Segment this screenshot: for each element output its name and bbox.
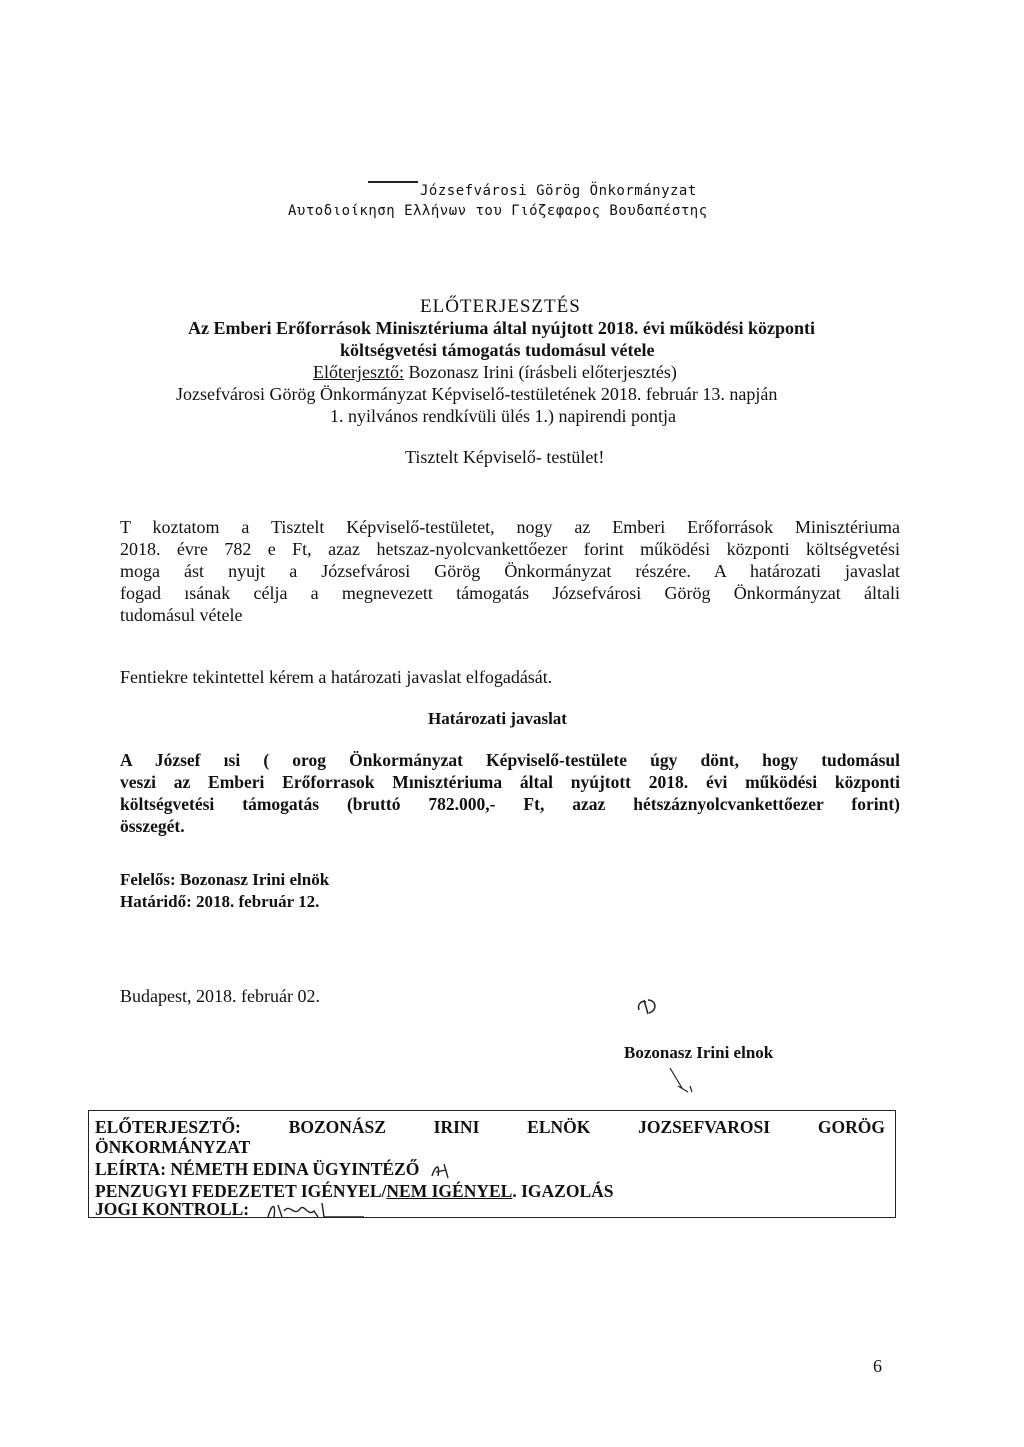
letterhead-hungarian: Józsefvárosi Görög Önkormányzat xyxy=(420,183,697,199)
footer-presenter-word: GORÖG xyxy=(817,1117,885,1137)
footer-presenter-label: ELŐTERJESZTŐ: xyxy=(95,1117,241,1137)
footer-presenter-row xyxy=(95,1117,885,1138)
legal-signature xyxy=(264,1201,374,1221)
resolution-line: összegét. xyxy=(120,816,185,836)
intro-line: 2018. évre 782 e Ft, azaz hetszaz-nyolcvankettőezer forint működési központi költségvetési xyxy=(120,539,900,559)
footer-drafted-by xyxy=(95,1159,452,1180)
responsible-line: Felelős: Bozonasz Irini elnök xyxy=(120,870,330,889)
intro-line: moga ást nyujt a Józsefvárosi Görög Önkormányzat részére. A határozati javaslat xyxy=(120,561,900,581)
footer-presenter-row2: ÖNKORMÁNYZAT xyxy=(95,1137,251,1157)
footer-presenter-word: JOZSEFVAROSI xyxy=(638,1117,771,1137)
signature-name: Bozonasz Irini elnok xyxy=(624,1043,774,1062)
footer-presenter-word: IRINI xyxy=(433,1117,480,1137)
letterhead-rule xyxy=(368,181,418,183)
date-place: Budapest, 2018. február 02. xyxy=(120,986,320,1006)
footer-presenter-word: BOZONÁSZ xyxy=(288,1117,386,1137)
resolution-line: költségvetési támogatás (bruttó 782.000,- Ft, azaz hétszáznyolcvankettőezer forint) xyxy=(120,794,900,814)
presenter-label: Előterjesztő: xyxy=(313,362,404,382)
resolution-text xyxy=(120,749,900,837)
letterhead-greek: Αυτοδιοίκηση Ελλήνων του Γιόζεφαρος Βουδαπέστης xyxy=(288,203,708,219)
intro-paragraph xyxy=(120,516,900,626)
footer-box xyxy=(88,1110,896,1218)
page-number: 6 xyxy=(873,1356,882,1376)
resolution-line: veszi az Emberi Erőforrasok Mınisztériuma által nyújtott 2018. évi működési központi xyxy=(120,772,900,792)
initials-mark xyxy=(430,1162,452,1180)
closing-request: Fentiekre tekintettel kérem a határozati javaslat elfogadását. xyxy=(120,667,553,687)
presenter-text: Bozonasz Irini (írásbeli előterjesztés) xyxy=(403,362,677,382)
subject-line-2: költségvetési támogatás tudomásul vétele xyxy=(340,340,655,360)
signature-flourish xyxy=(668,1066,696,1094)
intro-line: tudomásul vétele xyxy=(120,605,243,625)
body-line: Jozsefvárosi Görög Önkormányzat Képviselő-testületének 2018. február 13. napján xyxy=(176,384,778,404)
footer-drafted-text: LEÍRTA: NÉMETH EDINA ÜGYINTÉZŐ xyxy=(95,1159,420,1179)
footer-financial-prefix: PENZUGYI FEDEZETET IGÉNYEL/ xyxy=(95,1181,387,1201)
footer-financial-underlined: NEM IGÉNYEL xyxy=(386,1181,513,1201)
footer-legal xyxy=(95,1199,374,1221)
deadline-line: Határidő: 2018. február 12. xyxy=(120,892,320,911)
footer-presenter-word: ELNÖK xyxy=(527,1117,591,1137)
footer-financial-suffix: . IGAZOLÁS xyxy=(512,1181,614,1201)
salutation: Tisztelt Képviselő- testület! xyxy=(405,447,605,467)
session-line: 1. nyilvános rendkívüli ülés 1.) napirendi pontja xyxy=(330,406,676,426)
resolution-line: A József ısi ( orog Önkormányzat Képviselő-testülete úgy dönt, hogy tudomásul xyxy=(120,750,900,770)
intro-line: T koztatom a Tisztelt Képviselő-testületet, nogy az Emberi Erőforrások Minisztériuma xyxy=(120,517,900,537)
footer-legal-label: JOGI KONTROLL: xyxy=(95,1199,250,1219)
signature-mark xyxy=(636,996,662,1016)
presenter-line xyxy=(313,362,677,383)
subject-line-1: Az Emberi Erőforrások Minisztériuma által nyújtott 2018. évi működési központi xyxy=(188,318,815,338)
document-title: ELŐTERJESZTÉS xyxy=(420,296,581,317)
resolution-heading: Határozati javaslat xyxy=(428,709,567,728)
intro-line: fogad ısának célja a megnevezett támogatás Józsefvárosi Görög Önkormányzat általi xyxy=(120,583,900,603)
